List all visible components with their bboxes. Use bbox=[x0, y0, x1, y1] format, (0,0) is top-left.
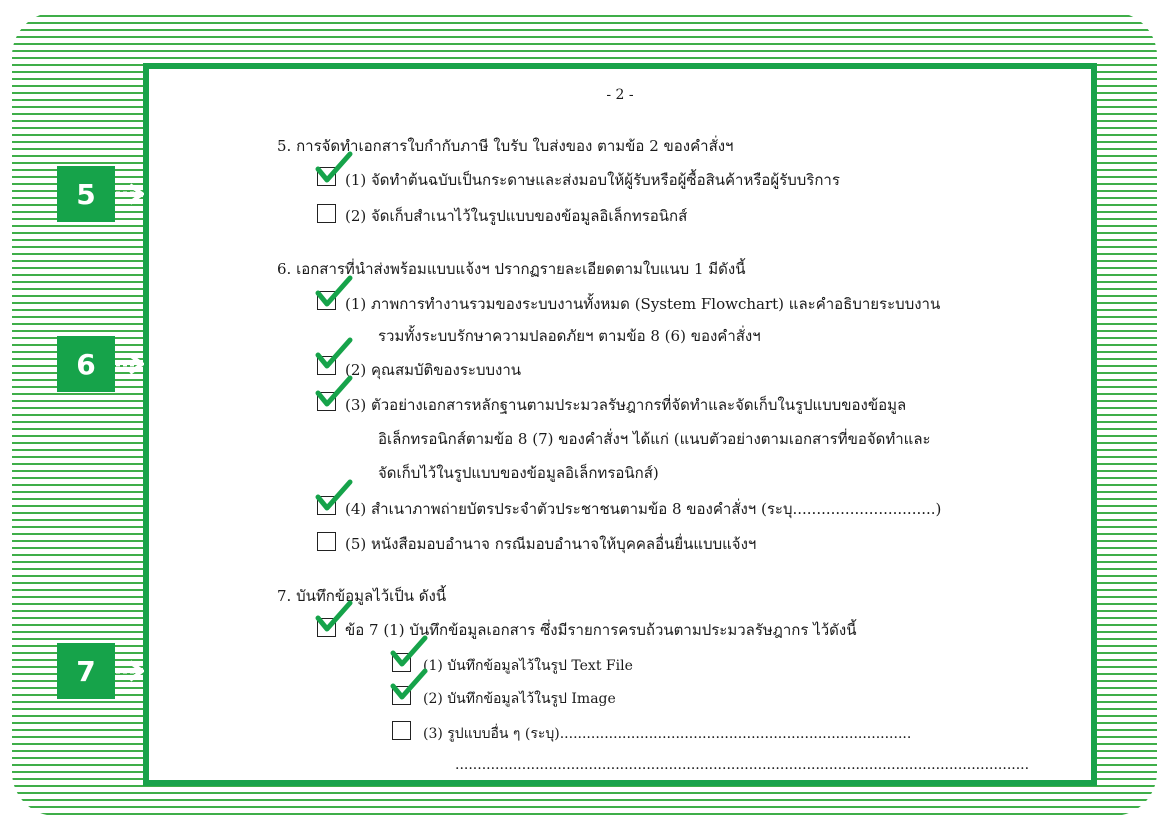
arrow-right-icon bbox=[116, 659, 144, 683]
section-6-item-1-line-2: รวมทั้งระบบรักษาความปลอดภัยฯ ตามข้อ 8 (6) ของคำสั่งฯ bbox=[378, 327, 761, 345]
section-7-main-item: ข้อ 7 (1) บันทึกข้อมูลเอกสาร ซึ่งมีรายการครบถ้วนตามประมวลรัษฎากร ไว้ดังนี้ bbox=[345, 621, 857, 639]
section-7-sub-item-2: (2) บันทึกข้อมูลไว้ในรูป Image bbox=[423, 691, 616, 707]
section-badge-7: 7 bbox=[57, 643, 115, 699]
arrow-right-icon bbox=[116, 352, 144, 376]
section-badge-5: 5 bbox=[57, 166, 115, 222]
document-page bbox=[143, 63, 1097, 786]
section-5-item-1: (1) จัดทำต้นฉบับเป็นกระดาษและส่งมอบให้ผู้รับหรือผู้ซื้อสินค้าหรือผู้รับบริการ bbox=[345, 171, 840, 189]
section-7-sub-item-3: (3) รูปแบบอื่น ๆ (ระบุ)............................................................................... bbox=[423, 726, 912, 742]
checkbox-6-5[interactable] bbox=[317, 532, 336, 551]
section-6-item-3-line-3: จัดเก็บไว้ในรูปแบบของข้อมูลอิเล็กทรอนิกส์) bbox=[378, 464, 659, 482]
arrow-right-icon bbox=[116, 182, 144, 206]
section-6-item-1-line-1: (1) ภาพการทำงานรวมของระบบงานทั้งหมด (System Flowchart) และคำอธิบายระบบงาน bbox=[345, 295, 941, 313]
page-number: - 2 - bbox=[606, 87, 634, 103]
section-7-sub-item-1: (1) บันทึกข้อมูลไว้ในรูป Text File bbox=[423, 658, 633, 674]
section-6-item-5: (5) หนังสือมอบอำนาจ กรณีมอบอำนาจให้บุคคลอื่นยื่นแบบแจ้งฯ bbox=[345, 535, 757, 553]
section-6-item-4: (4) สำเนาภาพถ่ายบัตรประจำตัวประชาชนตามข้อ 8 ของคำสั่งฯ (ระบุ..............................) bbox=[345, 500, 942, 518]
section-6-item-2: (2) คุณสมบัติของระบบงาน bbox=[345, 361, 522, 379]
checkbox-7-sub-3[interactable] bbox=[392, 721, 411, 740]
section-6-title: 6. เอกสารที่นำส่งพร้อมแบบแจ้งฯ ปรากฏรายละเอียดตามใบแนบ 1 มีดังนี้ bbox=[277, 260, 746, 278]
section-7-title: 7. บันทึกข้อมูลไว้เป็น ดังนี้ bbox=[277, 587, 447, 605]
section-7-sub-item-3-continuation: ................................................................................................................................. bbox=[455, 757, 1030, 773]
section-badge-6: 6 bbox=[57, 336, 115, 392]
section-6-item-3-line-2: อิเล็กทรอนิกส์ตามข้อ 8 (7) ของคำสั่งฯ ได้แก่ (แนบตัวอย่างตามเอกสารที่ขอจัดทำและ bbox=[378, 430, 931, 448]
checkbox-5-2[interactable] bbox=[317, 204, 336, 223]
section-6-item-3-line-1: (3) ตัวอย่างเอกสารหลักฐานตามประมวลรัษฎากรที่จัดทำและจัดเก็บในรูปแบบของข้อมูล bbox=[345, 396, 907, 414]
section-5-title: 5. การจัดทำเอกสารใบกำกับภาษี ใบรับ ใบส่งของ ตามข้อ 2 ของคำสั่งฯ bbox=[277, 137, 734, 155]
section-5-item-2: (2) จัดเก็บสำเนาไว้ในรูปแบบของข้อมูลอิเล็กทรอนิกส์ bbox=[345, 207, 688, 225]
